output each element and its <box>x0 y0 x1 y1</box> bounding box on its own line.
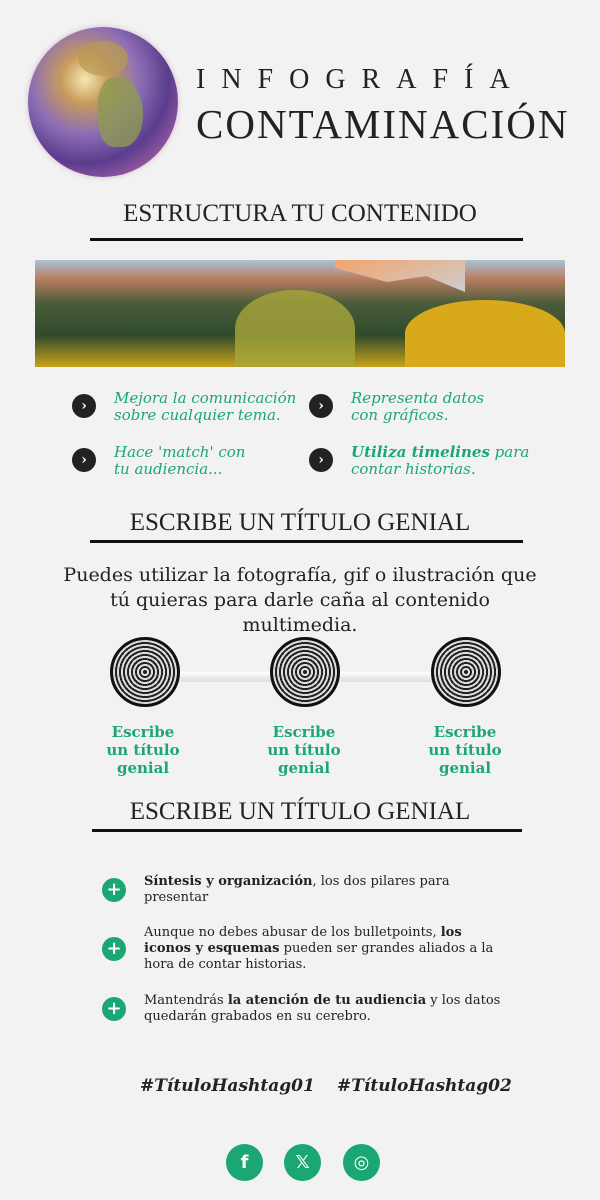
chevron-right-icon: › <box>309 448 333 472</box>
timeline-label: Escribe un título genial <box>428 723 502 777</box>
section3-title: ESCRIBE UN TÍTULO GENIAL <box>129 798 471 825</box>
feature-text: contar historias. <box>351 460 476 478</box>
hashtag: #TítuloHashtag02 <box>337 1076 512 1096</box>
chevron-right-icon: › <box>72 448 96 472</box>
feature-item <box>72 390 296 424</box>
x-icon[interactable]: 𝕏 <box>284 1144 321 1181</box>
intro-text: Puedes utilizar la fotografía, gif o ilustración que tú quieras para darle caña al contenido multimedia. <box>63 564 537 636</box>
feature-text: para <box>489 443 530 461</box>
plus-icon: + <box>102 878 126 902</box>
feature-item <box>309 390 484 424</box>
feature-text: Hace 'match' con <box>114 443 246 461</box>
feature-text: Representa datos <box>351 389 485 407</box>
earth-globe-image <box>28 27 178 177</box>
feature-text: Mejora la comunicación <box>114 389 297 407</box>
page-title: CONTAMINACIÓN <box>196 101 570 147</box>
timeline-label: Escribe un título genial <box>106 723 180 777</box>
plus-icon: + <box>102 997 126 1021</box>
landscape-photo <box>35 260 565 367</box>
hashtag: #TítuloHashtag01 <box>140 1076 315 1096</box>
section1-title: ESTRUCTURA TU CONTENIDO <box>123 200 477 227</box>
tree-ring-icon <box>270 637 340 707</box>
bullet-item: + Aunque no debes abusar de los bulletpoints, los iconos y esquemas pueden ser grandes aliados a la hora de contar historias. <box>102 925 512 973</box>
feature-text: tu audiencia... <box>114 460 223 478</box>
instagram-icon[interactable]: ◎ <box>343 1144 380 1181</box>
tree-ring-icon <box>110 637 180 707</box>
chevron-right-icon: › <box>72 394 96 418</box>
tree-ring-icon <box>431 637 501 707</box>
divider <box>90 540 523 543</box>
feature-text: con gráficos. <box>351 406 449 424</box>
timeline-label: Escribe un título genial <box>267 723 341 777</box>
header-supertitle: INFOGRAFÍA <box>196 64 526 95</box>
section2-title: ESCRIBE UN TÍTULO GENIAL <box>129 509 471 536</box>
feature-bold-text: Utiliza timelines <box>351 443 490 461</box>
feature-item <box>309 444 529 478</box>
bullet-item: + Mantendrás la atención de tu audiencia y los datos quedarán grabados en su cerebro. <box>102 993 512 1025</box>
chevron-right-icon: › <box>309 394 333 418</box>
bullet-item: + Síntesis y organización, los dos pilares para presentar <box>102 874 512 906</box>
divider <box>90 238 523 241</box>
facebook-icon[interactable]: f <box>226 1144 263 1181</box>
feature-item <box>72 444 245 478</box>
feature-text: sobre cualquier tema. <box>114 406 281 424</box>
divider <box>92 829 522 832</box>
plus-icon: + <box>102 937 126 961</box>
